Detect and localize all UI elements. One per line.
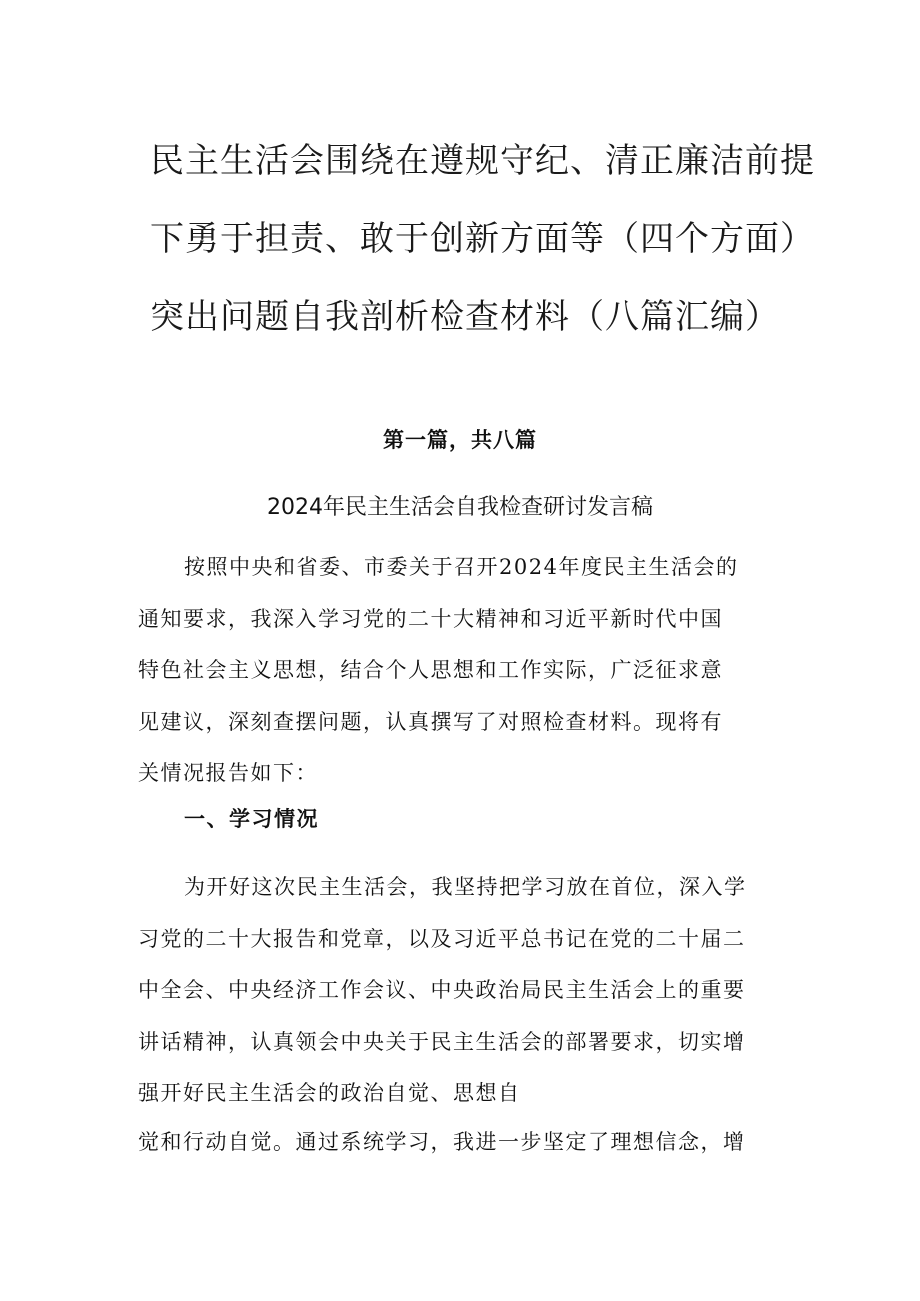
paragraph-line: 按照中央和省委、市委关于召开2024年度民主生活会的: [184, 555, 739, 579]
speech-title: 2024年民主生活会自我检查研讨发言稿: [267, 495, 653, 520]
intro-paragraph: [138, 542, 798, 800]
paragraph-line: 特色社会主义思想，结合个人思想和工作实际，广泛征求意: [138, 658, 723, 682]
part-heading: 第一篇，共八篇: [383, 427, 537, 452]
title-line: 突出问题自我剖析检查材料（八篇汇编）: [150, 297, 780, 337]
study-paragraph: [138, 862, 798, 1120]
title-line: 民主生活会围绕在遵规守纪、清正廉洁前提: [150, 141, 815, 181]
title-line: 下勇于担责、敢于创新方面等（四个方面）: [150, 219, 815, 259]
paragraph-line: 讲话精神，认真领会中央关于民主生活会的部署要求，切实增: [138, 1029, 746, 1054]
paragraph-line: 关情况报告如下：: [138, 761, 318, 785]
section-heading-study: 一、学习情况: [184, 806, 319, 831]
paragraph-line: 通知要求，我深入学习党的二十大精神和习近平新时代中国: [138, 606, 723, 631]
paragraph-line: 见建议，深刻查摆问题，认真撰写了对照检查材料。现将有: [138, 709, 723, 734]
document-title: [150, 122, 815, 356]
paragraph-line: 习党的二十大报告和党章，以及习近平总书记在党的二十届二: [138, 926, 746, 951]
paragraph-line: 中全会、中央经济工作会议、中央政治局民主生活会上的重要: [138, 978, 746, 1002]
continuation-paragraph: [138, 1117, 798, 1169]
paragraph-line: 为开好这次民主生活会，我坚持把学习放在首位，深入学: [184, 875, 747, 899]
paragraph-line: 觉和行动自觉。通过系统学习，我进一步坚定了理想信念，增: [138, 1130, 746, 1154]
paragraph-line: 强开好民主生活会的政治自觉、思想自: [138, 1081, 521, 1105]
